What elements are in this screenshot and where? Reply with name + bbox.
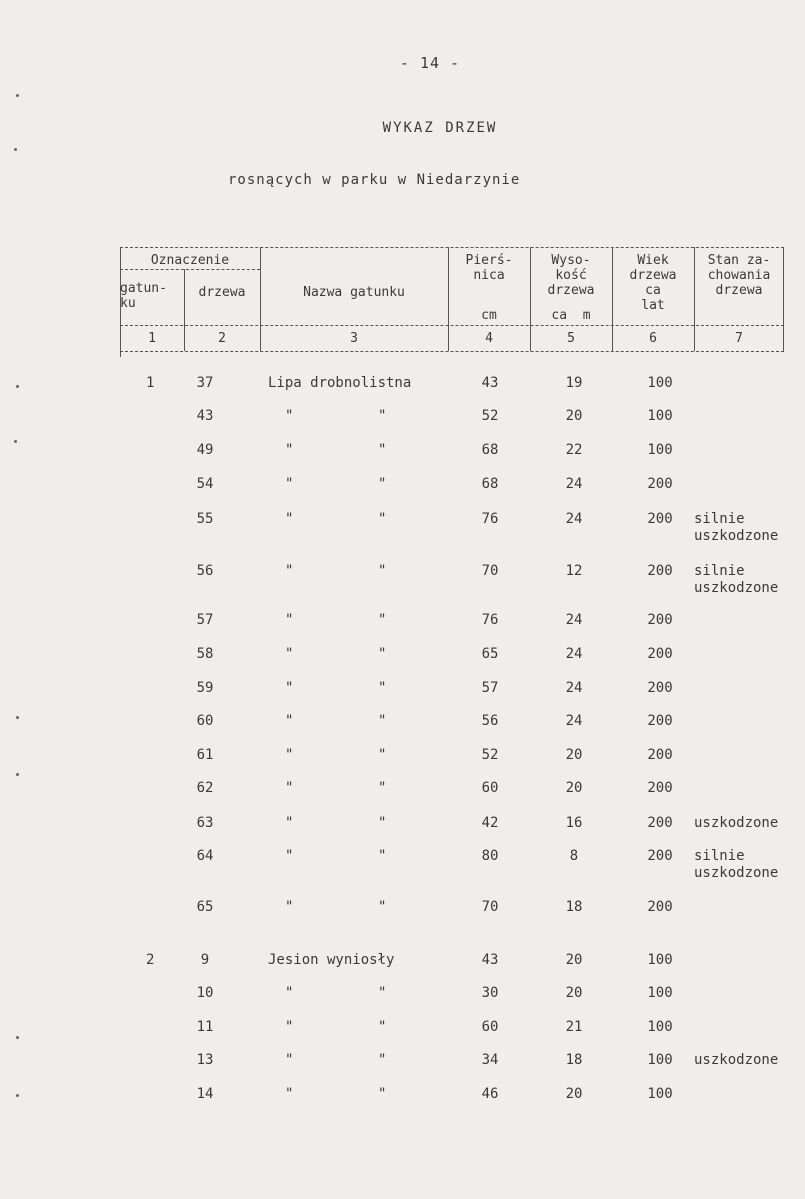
- cell-tree-number: 9: [200, 952, 210, 968]
- header-num-6: 6: [649, 331, 657, 346]
- cell-tree-number: 56: [196, 563, 214, 579]
- cell-age: 200: [647, 899, 673, 915]
- table-row: [0, 563, 805, 597]
- header-num-7: 7: [735, 331, 743, 346]
- header-gatunku: gatun- ku: [120, 281, 167, 311]
- cell-ditto-mark: ": [285, 511, 294, 527]
- margin-speck: [16, 385, 19, 388]
- oznaczenie-underline: [120, 269, 260, 270]
- table-row: [0, 476, 805, 510]
- table-row: [0, 442, 805, 476]
- header-stan: Stan za- chowania drzewa: [707, 253, 771, 298]
- cell-ditto-mark: ": [378, 1019, 387, 1035]
- document-subtitle: rosnących w parku w Niedarzynie: [228, 172, 521, 188]
- margin-speck: [16, 1094, 19, 1097]
- cell-tree-number: 11: [196, 1019, 214, 1035]
- cell-age: 200: [647, 848, 673, 864]
- header-piersnica: Pierś- nica: [465, 253, 513, 283]
- cell-circumference: 70: [481, 899, 499, 915]
- cell-age: 100: [647, 952, 673, 968]
- cell-condition: uszkodzone: [694, 1052, 779, 1068]
- cell-height: 12: [565, 563, 583, 579]
- cell-age: 200: [647, 612, 673, 628]
- table-row: [0, 511, 805, 545]
- cell-height: 19: [565, 375, 583, 391]
- cell-height: 20: [565, 780, 583, 796]
- cell-circumference: 52: [481, 408, 499, 424]
- cell-age: 200: [647, 780, 673, 796]
- cell-ditto-mark: ": [378, 815, 387, 831]
- cell-ditto-mark: ": [378, 408, 387, 424]
- cell-condition: uszkodzone: [694, 815, 779, 831]
- cell-tree-number: 55: [196, 511, 214, 527]
- cell-circumference: 43: [481, 952, 499, 968]
- cell-tree-number: 10: [196, 985, 214, 1001]
- cell-tree-number: 64: [196, 848, 214, 864]
- cell-species-name: Lipa drobnolistna: [268, 375, 412, 391]
- cell-circumference: 60: [481, 780, 499, 796]
- cell-tree-number: 37: [196, 375, 214, 391]
- cell-ditto-mark: ": [378, 899, 387, 915]
- table-row: [0, 899, 805, 933]
- table-row: [0, 848, 805, 882]
- cell-ditto-mark: ": [285, 1019, 294, 1035]
- cell-age: 200: [647, 646, 673, 662]
- cell-ditto-mark: ": [378, 563, 387, 579]
- cell-gatunek: 1: [146, 375, 155, 391]
- cell-ditto-mark: ": [378, 848, 387, 864]
- cell-age: 100: [647, 442, 673, 458]
- header-oznaczenie: Oznaczenie: [150, 253, 230, 268]
- cell-height: 18: [565, 899, 583, 915]
- cell-ditto-mark: ": [378, 747, 387, 763]
- cell-age: 200: [647, 747, 673, 763]
- cell-circumference: 43: [481, 375, 499, 391]
- header-num-3: 3: [350, 331, 358, 346]
- header-num-4: 4: [485, 331, 493, 346]
- header-wiek: Wiek drzewa ca lat: [629, 253, 677, 313]
- cell-ditto-mark: ": [285, 815, 294, 831]
- cell-ditto-mark: ": [285, 680, 294, 696]
- cell-age: 200: [647, 815, 673, 831]
- cell-height: 20: [565, 747, 583, 763]
- margin-speck: [16, 773, 19, 776]
- table-row: [0, 1019, 805, 1053]
- cell-ditto-mark: ": [285, 899, 294, 915]
- margin-speck: [16, 94, 19, 97]
- cell-circumference: 46: [481, 1086, 499, 1102]
- table-row: [0, 985, 805, 1019]
- table-row: [0, 408, 805, 442]
- cell-age: 100: [647, 375, 673, 391]
- header-top-line: [120, 247, 784, 248]
- table-row: [0, 780, 805, 814]
- cell-ditto-mark: ": [378, 1086, 387, 1102]
- cell-ditto-mark: ": [378, 511, 387, 527]
- header-drzewa: drzewa: [198, 285, 246, 300]
- header-num-2: 2: [218, 331, 226, 346]
- page-number: - 14 -: [399, 54, 461, 72]
- cell-ditto-mark: ": [378, 985, 387, 1001]
- table-row: [0, 680, 805, 714]
- cell-age: 100: [647, 1086, 673, 1102]
- cell-ditto-mark: ": [378, 476, 387, 492]
- cell-age: 200: [647, 563, 673, 579]
- table-row: [0, 815, 805, 849]
- cell-ditto-mark: ": [378, 646, 387, 662]
- cell-circumference: 34: [481, 1052, 499, 1068]
- cell-ditto-mark: ": [285, 713, 294, 729]
- cell-ditto-mark: ": [285, 563, 294, 579]
- cell-height: 24: [565, 612, 583, 628]
- header-piersnica-unit: cm: [481, 308, 497, 323]
- cell-tree-number: 13: [196, 1052, 214, 1068]
- cell-circumference: 56: [481, 713, 499, 729]
- cell-condition: silnie uszkodzone: [694, 848, 779, 881]
- cell-ditto-mark: ": [378, 780, 387, 796]
- cell-tree-number: 60: [196, 713, 214, 729]
- cell-ditto-mark: ": [285, 848, 294, 864]
- cell-height: 8: [569, 848, 579, 864]
- cell-height: 20: [565, 985, 583, 1001]
- table-row: [0, 612, 805, 646]
- table-header: [120, 247, 784, 357]
- cell-height: 22: [565, 442, 583, 458]
- cell-ditto-mark: ": [285, 408, 294, 424]
- table-row: [0, 646, 805, 680]
- cell-height: 21: [565, 1019, 583, 1035]
- table-row: [0, 1052, 805, 1086]
- header-wysokosc: Wyso- kość drzewa: [547, 253, 595, 298]
- cell-age: 200: [647, 713, 673, 729]
- cell-tree-number: 58: [196, 646, 214, 662]
- margin-speck: [14, 148, 17, 151]
- cell-gatunek: 2: [146, 952, 155, 968]
- cell-circumference: 68: [481, 476, 499, 492]
- cell-tree-number: 61: [196, 747, 214, 763]
- margin-speck: [16, 1036, 19, 1039]
- cell-ditto-mark: ": [285, 1052, 294, 1068]
- cell-species-name: Jesion wyniosły: [268, 952, 395, 968]
- cell-circumference: 42: [481, 815, 499, 831]
- cell-tree-number: 54: [196, 476, 214, 492]
- cell-age: 100: [647, 1052, 673, 1068]
- cell-ditto-mark: ": [378, 680, 387, 696]
- cell-ditto-mark: ": [285, 646, 294, 662]
- cell-ditto-mark: ": [285, 747, 294, 763]
- cell-height: 20: [565, 1086, 583, 1102]
- table-row: [0, 1086, 805, 1120]
- cell-circumference: 57: [481, 680, 499, 696]
- cell-age: 100: [647, 408, 673, 424]
- header-nazwa: Nazwa gatunku: [303, 285, 405, 300]
- cell-circumference: 76: [481, 511, 499, 527]
- cell-tree-number: 14: [196, 1086, 214, 1102]
- cell-height: 20: [565, 952, 583, 968]
- cell-circumference: 70: [481, 563, 499, 579]
- cell-tree-number: 62: [196, 780, 214, 796]
- cell-tree-number: 63: [196, 815, 214, 831]
- cell-tree-number: 59: [196, 680, 214, 696]
- table-row: [0, 747, 805, 781]
- table-row: [0, 952, 805, 986]
- cell-ditto-mark: ": [378, 713, 387, 729]
- cell-ditto-mark: ": [285, 985, 294, 1001]
- margin-speck: [14, 440, 17, 443]
- cell-ditto-mark: ": [378, 442, 387, 458]
- cell-tree-number: 65: [196, 899, 214, 915]
- cell-circumference: 60: [481, 1019, 499, 1035]
- cell-height: 18: [565, 1052, 583, 1068]
- cell-height: 24: [565, 646, 583, 662]
- cell-height: 24: [565, 476, 583, 492]
- cell-circumference: 30: [481, 985, 499, 1001]
- cell-ditto-mark: ": [285, 1086, 294, 1102]
- cell-circumference: 80: [481, 848, 499, 864]
- cell-ditto-mark: ": [378, 1052, 387, 1068]
- cell-height: 16: [565, 815, 583, 831]
- cell-ditto-mark: ": [285, 780, 294, 796]
- margin-speck: [16, 716, 19, 719]
- cell-condition: silnie uszkodzone: [694, 511, 779, 544]
- header-mid-line: [120, 325, 784, 326]
- cell-tree-number: 43: [196, 408, 214, 424]
- cell-age: 200: [647, 680, 673, 696]
- cell-circumference: 65: [481, 646, 499, 662]
- cell-height: 20: [565, 408, 583, 424]
- table-row: [0, 375, 805, 409]
- document-title: WYKAZ DRZEW: [382, 120, 498, 136]
- cell-age: 200: [647, 476, 673, 492]
- cell-tree-number: 49: [196, 442, 214, 458]
- header-bottom-line: [120, 351, 784, 352]
- cell-ditto-mark: ": [285, 612, 294, 628]
- table-row: [0, 713, 805, 747]
- cell-circumference: 76: [481, 612, 499, 628]
- cell-height: 24: [565, 680, 583, 696]
- cell-tree-number: 57: [196, 612, 214, 628]
- cell-ditto-mark: ": [285, 476, 294, 492]
- cell-ditto-mark: ": [285, 442, 294, 458]
- header-wysokosc-unit: ca m: [551, 308, 591, 323]
- header-num-1: 1: [148, 331, 156, 346]
- cell-circumference: 52: [481, 747, 499, 763]
- cell-age: 100: [647, 1019, 673, 1035]
- cell-height: 24: [565, 713, 583, 729]
- cell-circumference: 68: [481, 442, 499, 458]
- cell-ditto-mark: ": [378, 612, 387, 628]
- cell-age: 100: [647, 985, 673, 1001]
- cell-age: 200: [647, 511, 673, 527]
- header-num-5: 5: [567, 331, 575, 346]
- cell-condition: silnie uszkodzone: [694, 563, 779, 596]
- cell-height: 24: [565, 511, 583, 527]
